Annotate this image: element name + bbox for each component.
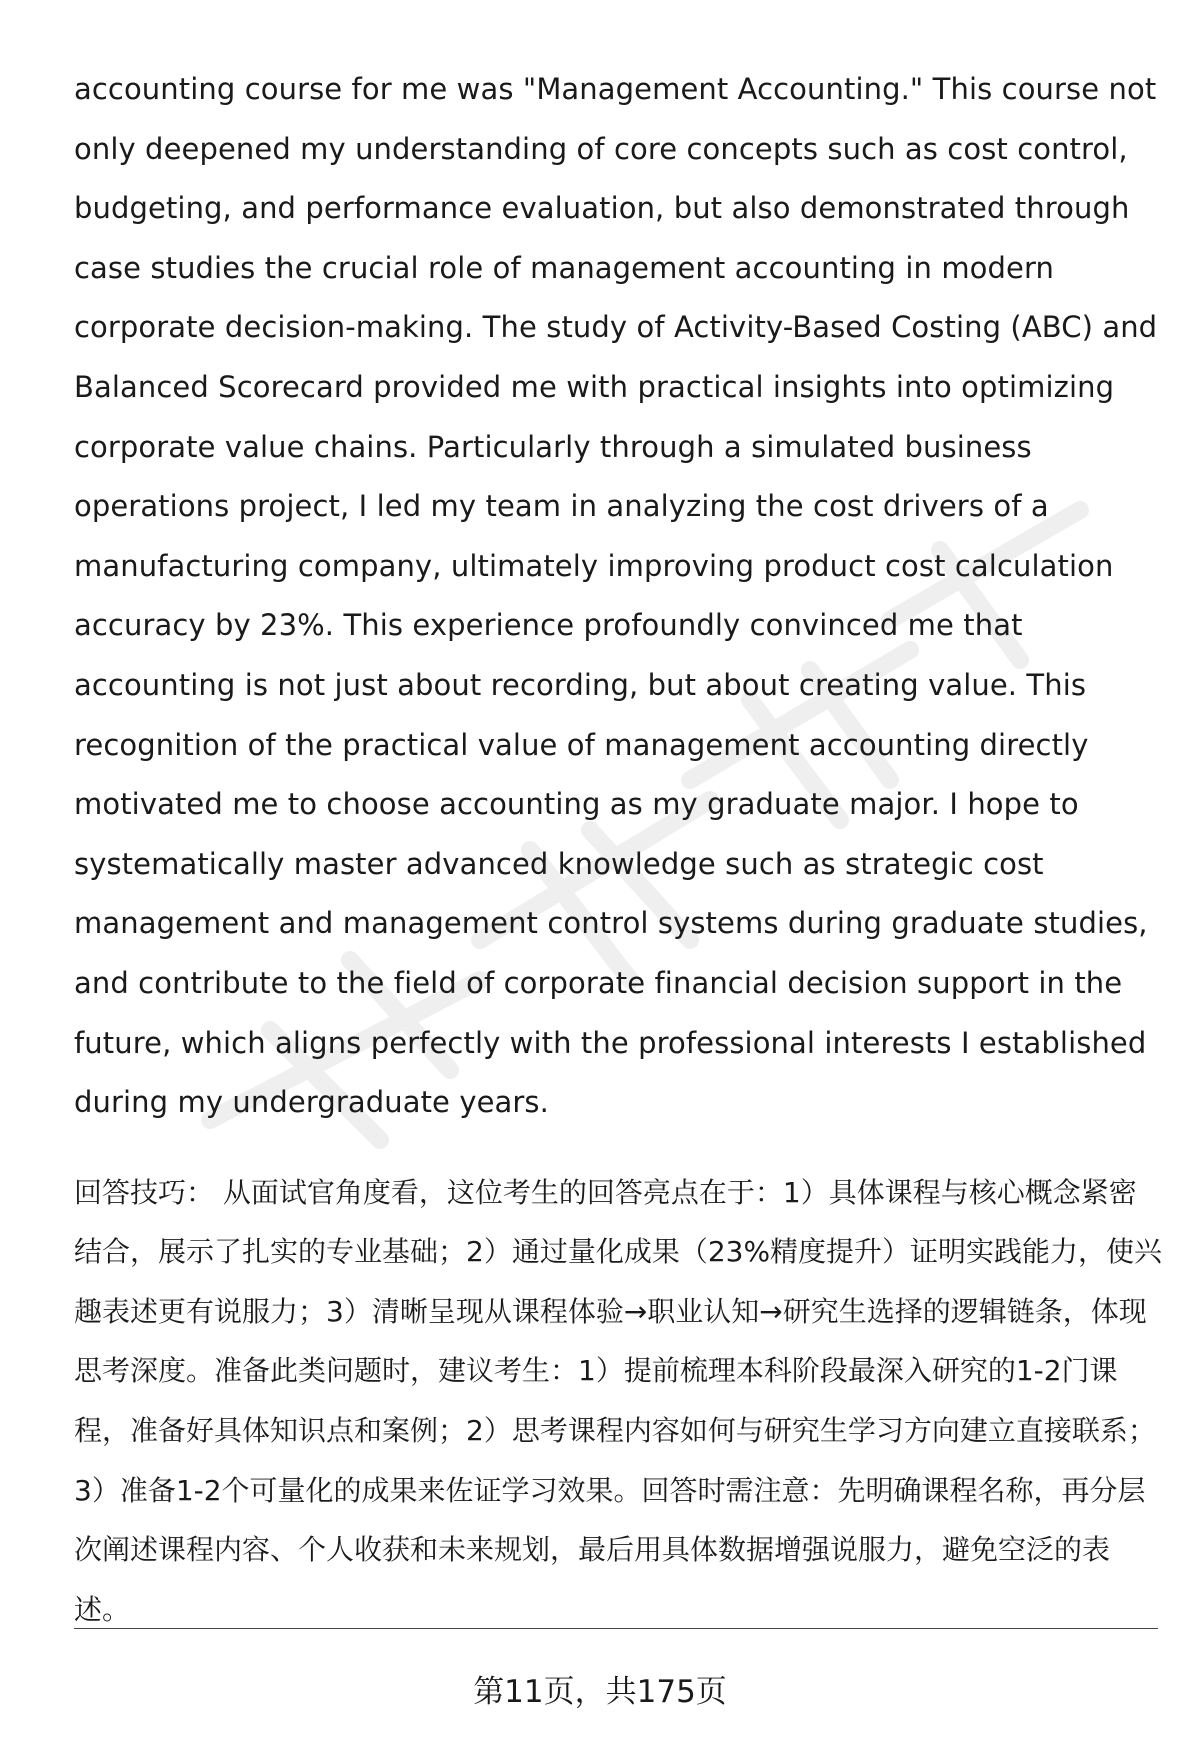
page-number: 第11页，共175页 [473, 1674, 727, 1710]
answer-paragraph: accounting course for me was "Management Accounting." This course not only deepened my understanding of core concepts such as cost control, budgeting, and performance evaluation, but also demonstrated through case studies the crucial role of management accounting in modern corporate decision-making. The study of Activity-Based Costing (ABC) and Balanced Scorecard provided me with practical insights into optimizing corporate value chains. Particularly through a simulated business operations project, I led my team in analyzing the cost drivers of a manufacturing company, ultimately improving product cost calculation accuracy by 23%. This experience profoundly convinced me that accounting is not just about recording, but about creating value. This recognition of the practical value of management accounting directly motivated me to choose accounting as my graduate major. I hope to systematically master advanced knowledge such as strategic cost management and management control systems during graduate studies, and contribute to the field of corporate financial decision support in the future, which aligns perfectly with the professional interests I established during my undergraduate years. [74, 72, 1158, 1120]
answer-tips-paragraph: 回答技巧： 从面试官角度看，这位考生的回答亮点在于：1）具体课程与核心概念紧密结合，展示了扎实的专业基础；2）通过量化成果（23%精度提升）证明实践能力，使兴趣表述更有说服力；3）清晰呈现从课程体验→职业认知→研究生选择的逻辑链条，体现思考深度。准备此类问题时，建议考生：1）提前梳理本科阶段最深入研究的1-2门课程，准备好具体知识点和案例；2）思考课程内容如何与研究生学习方向建立直接联系；3）准备1-2个可量化的成果来佐证学习效果。回答时需注意：先明确课程名称，再分层次阐述课程内容、个人收获和未来规划，最后用具体数据增强说服力，避免空泛的表述。 [74, 1175, 1163, 1626]
footer-divider [74, 1628, 1158, 1629]
page-content [74, 60, 1164, 1639]
